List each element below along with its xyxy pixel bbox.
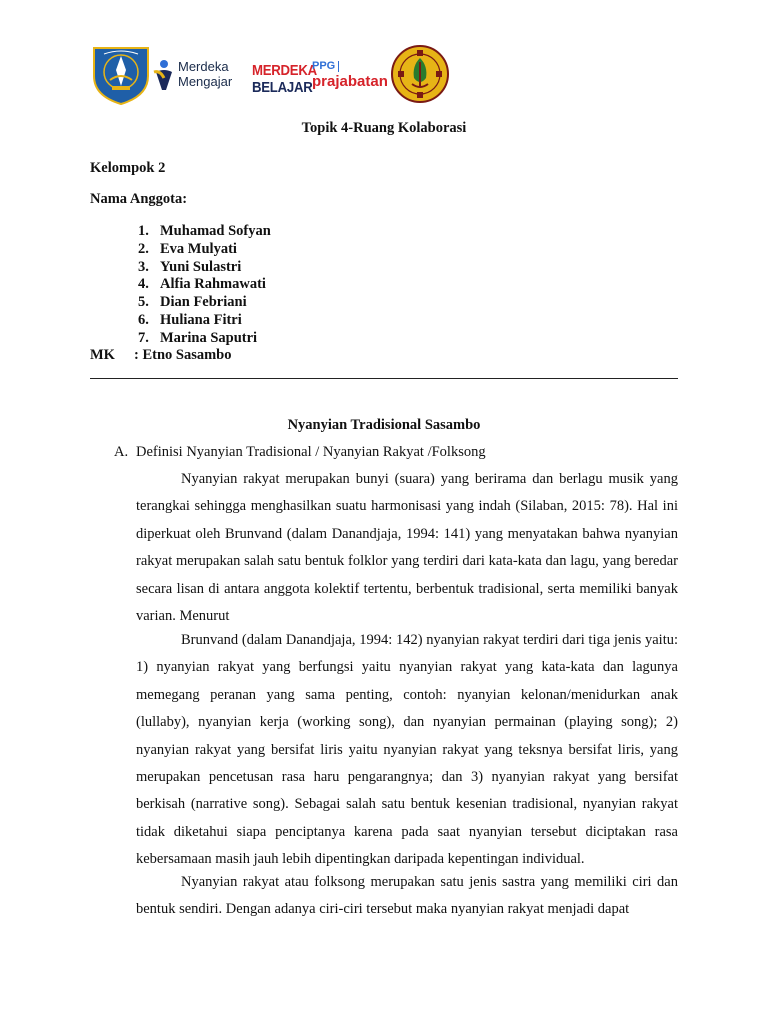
members-label: Nama Anggota:: [90, 191, 188, 207]
document-title: Topik 4-Ruang Kolaborasi: [301, 120, 467, 136]
group-name: Kelompok 2: [90, 160, 166, 176]
divider-line: [90, 378, 678, 379]
merdeka-belajar-logo: [252, 62, 317, 102]
paragraph: Nyanyian rakyat atau folksong merupakan satu jenis sastra yang memiliki ciri dan bentuk sendiri. Dengan adanya ciri-ciri tersebut maka nyanyian rakyat menjadi dapat: [136, 874, 678, 918]
course-value: : Etno Sasambo: [134, 347, 232, 363]
member-name: Huliana Fitri: [160, 311, 242, 328]
merdeka-mengajar-logo: [152, 58, 252, 92]
ppg-separator: [338, 61, 339, 72]
list-number: 2.: [138, 240, 149, 257]
list-item: [138, 330, 271, 348]
members-list: [138, 223, 271, 348]
merdeka-mengajar-line1: Merdeka: [178, 59, 229, 74]
list-item: [138, 312, 271, 330]
member-name: Dian Febriani: [160, 294, 247, 311]
merdeka-belajar-line2: BELAJAR: [252, 79, 313, 96]
subsection-heading: [114, 444, 486, 461]
subsection-letter: A.: [114, 444, 129, 460]
list-item: [138, 259, 271, 277]
subsection-title: Definisi Nyanyian Tradisional / Nyanyian Rakyat /Folksong: [136, 444, 486, 460]
list-item: [138, 223, 271, 241]
course-label: MK: [90, 347, 115, 363]
list-number: 1.: [138, 223, 149, 239]
list-item: [138, 241, 271, 259]
ppg-prajabatan-logo: [312, 60, 392, 96]
member-name: Marina Saputri: [160, 329, 258, 346]
list-number: 5.: [138, 294, 149, 311]
paragraph: Brunvand (dalam Danandjaja, 1994: 142) nyanyian rakyat terdiri dari tiga jenis yaitu: 1) nyanyian rakyat yang berfungsi yaitu nyanyian rakyat yang kata-kata dan lagunya memegang peranan yang sama penting, contoh: nyanyian kelonan/menidurkan anak (lullaby), nyanyian kerja (working song), dan nyanyian permainan (playing song); 2) nyanyian rakyat yang bersifat liris yaitu nyanyian rakyat yang teksnya bersifat liris, yang merupakan pencetusan rasa haru pengarangnya; dan 3) nyanyian rakyat yang bersifat berkisah (narrative song). Sebagai salah satu bentuk kesenian tradisional, nyanyian rakyat tidak diketahui siapa penciptanya karena pada saat nyanyian tersebut diciptakan rasa kebersamaan masih jauh lebih dipentingkan daripada kepentingan individual.: [136, 632, 678, 868]
member-name: Muhamad Sofyan: [160, 223, 271, 239]
list-number: 6.: [138, 311, 149, 328]
section-title: Nyanyian Tradisional Sasambo: [287, 417, 481, 433]
member-name: Yuni Sulastri: [160, 258, 242, 275]
list-number: 3.: [138, 258, 149, 275]
list-item: [138, 294, 271, 312]
member-name: Alfia Rahmawati: [160, 276, 266, 293]
list-number: 7.: [138, 329, 149, 346]
paragraph: Nyanyian rakyat merupakan bunyi (suara) yang berirama dan berlagu musik yang terangkai sehingga menghasilkan suatu harmonisasi yang indah (Silaban, 2015: 78). Hal ini diperkuat oleh Brunvand (dalam Danandjaja, 1994: 141) yang menyatakan bahwa nyanyian rakyat merupakan salah satu bentuk folklor yang terdiri dari kata-kata dan lagu, yang beredar secara lisan di antara anggota kolektif tertentu, berbentuk tradisional, serta memiliki banyak varian. Menurut: [136, 471, 678, 625]
course-line: [90, 347, 232, 364]
list-item: [138, 276, 271, 294]
ppg-label: PPG: [312, 60, 336, 72]
member-name: Eva Mulyati: [160, 240, 237, 257]
universitas-mataram-logo: [390, 42, 450, 106]
prajabatan-label: prajabatan: [312, 73, 388, 90]
tut-wuri-handayani-logo: [90, 42, 152, 106]
merdeka-mengajar-line2: Mengajar: [178, 74, 233, 89]
list-number: 4.: [138, 276, 149, 293]
merdeka-belajar-line1: MERDEKA: [252, 62, 317, 79]
